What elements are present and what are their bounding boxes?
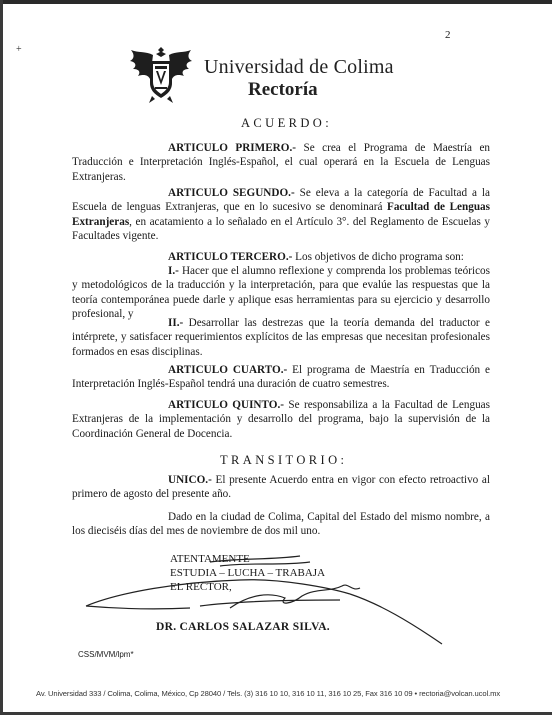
faculty-name: Facultad de Lenguas Extranjeras: [72, 201, 490, 228]
scan-border-top: [0, 0, 552, 4]
university-crest-icon: [128, 41, 194, 105]
scan-border-left: [0, 0, 3, 715]
section-title-transitorio: TRANSITORIO:: [220, 453, 348, 467]
page-number: 2: [445, 29, 451, 41]
objective-two: II.- Desarrollar las destrezas que la teoría demanda del traductor e intérprete, y satisfacer requerimientos explícitos de las empresas que necesitan profesionales formados en esas disciplinas.: [72, 317, 490, 358]
closing-atentamente: ATENTAMENTE: [170, 553, 250, 565]
footer-address: Av. Universidad 333 / Colima, Colima, México, Cp 28040 / Tels. (3) 316 10 10, 316 10 11, 316 10 25, Fax 316 10 09 • rectoria@volcan.ucol.mx: [36, 689, 501, 698]
closing-rector: EL RECTOR,: [170, 581, 232, 593]
signature-icon: [80, 548, 460, 658]
article-primero: ARTICULO PRIMERO.- Se crea el Programa de Maestría en Traducción e Interpretación Inglés-Español, el cual operará en la Escuela de Lenguas Extranjeras.: [72, 142, 490, 183]
article-cuarto: ARTICULO CUARTO.- El programa de Maestría en Traducción e Interpretación Inglés-Español tendrá una duración de cuatro semestres.: [72, 364, 491, 391]
closing-motto: ESTUDIA – LUCHA – TRABAJA: [170, 567, 326, 579]
objective-one: I.- Hacer que el alumno reflexione y comprenda los problemas teóricos y metodológicos de la traducción y la interpretación, para que evalúe las respuestas que la teoría contemporánea puede darle y aplique esas herramientas para su ejercicio y desarrollo profesional, y: [72, 265, 490, 321]
dado-paragraph: Dado en la ciudad de Colima, Capital del Estado del mismo nombre, a los dieciséis días del mes de noviembre de dos mil uno.: [72, 511, 490, 538]
university-name: Universidad de Colima: [204, 56, 394, 78]
rector-name: DR. CARLOS SALAZAR SILVA.: [156, 621, 330, 633]
initials: CSS/MVM/lpm*: [78, 650, 134, 659]
margin-mark: +: [16, 44, 22, 55]
article-tercero: ARTICULO TERCERO.- Los objetivos de dicho programa son:: [168, 251, 464, 263]
article-unico: UNICO.- El presente Acuerdo entra en vigor con efecto retroactivo al primero de agosto del presente año.: [72, 474, 490, 501]
article-quinto: ARTICULO QUINTO.- Se responsabiliza a la Facultad de Lenguas Extranjeras de la implementación y desarrollo del programa, bajo la supervisión de la Coordinación General de Docencia.: [72, 399, 490, 440]
office-name: Rectoría: [248, 79, 318, 100]
article-segundo: ARTICULO SEGUNDO.- Se eleva a la categoría de Facultad a la Escuela de lenguas Extranjeras, que en lo sucesivo se denominará Facultad de Lenguas Extranjeras, en acatamiento a lo señalado en el Artículo 3°. del Reglamento de Escuelas y Facultades vigente.: [72, 187, 490, 243]
section-title-acuerdo: ACUERDO:: [241, 116, 333, 130]
